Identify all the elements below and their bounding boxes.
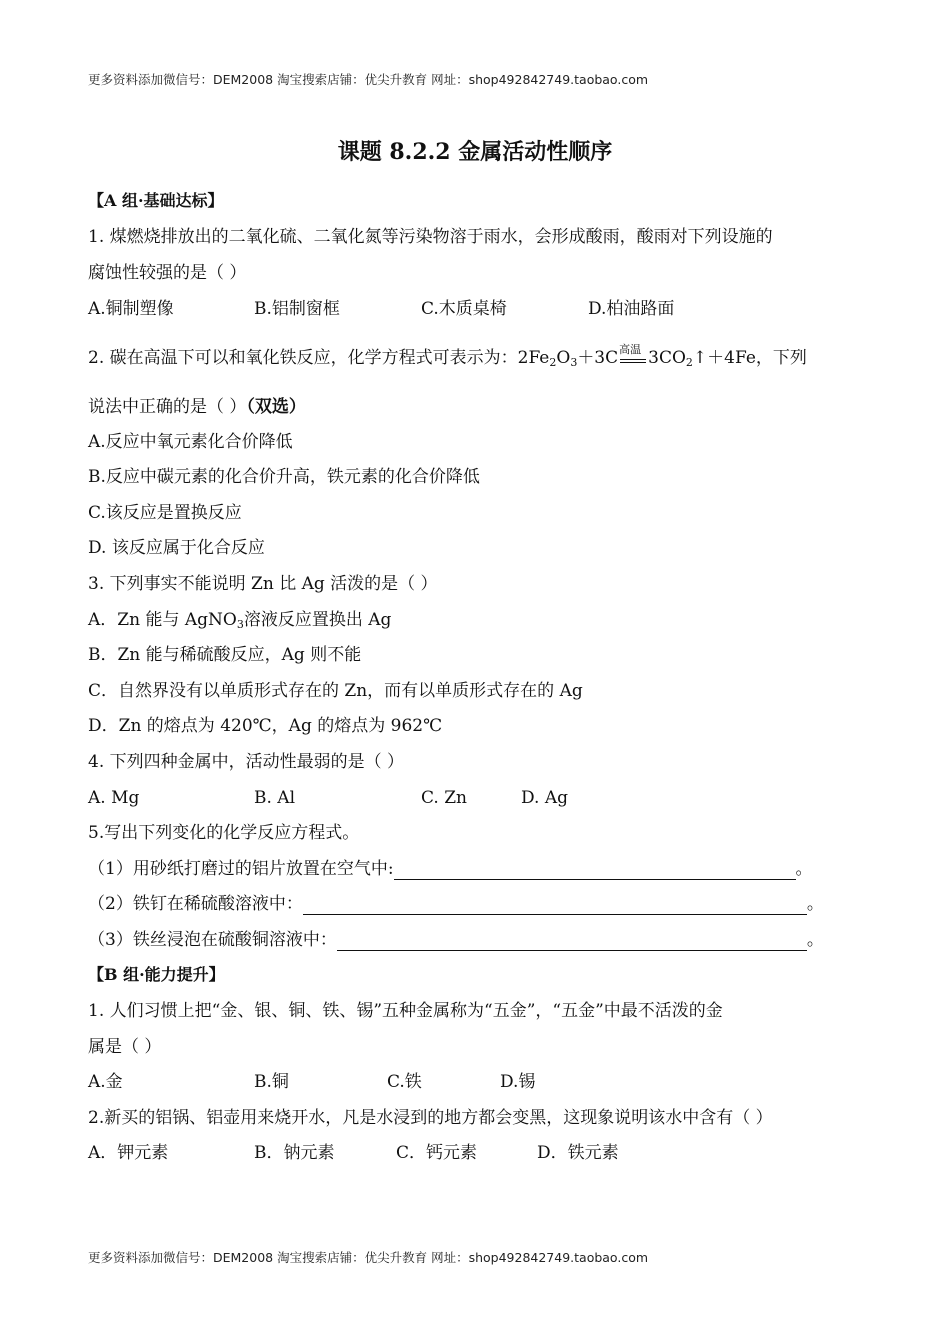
b-q1-stem-line1: 1. 人们习惯上把“金、银、铜、铁、锡”五种金属称为“五金”，“五金”中最不活泼的金 [88, 1001, 723, 1021]
q2-stem-line1 [88, 343, 807, 369]
eq-right-b: ↑＋4Fe，下列 [692, 348, 807, 368]
q4-option-c: C. Zn [421, 788, 467, 808]
q2-option-c: C.该反应是置换反应 [88, 503, 242, 523]
page-footer: 更多资料添加微信号：DEM2008 淘宝搜索店铺：优尖升教育 网址：shop492842749.taobao.com [88, 1250, 649, 1265]
eq-left-b: O [556, 348, 571, 368]
eq-sub-c: 2 [685, 356, 693, 369]
q2-stem-line2 [88, 396, 306, 418]
group-b-heading: 【B 组·能力提升】 [88, 965, 225, 984]
q5-item-1 [88, 858, 813, 880]
page-header: 更多资料添加微信号：DEM2008 淘宝搜索店铺：优尖升教育 网址：shop492842749.taobao.com [88, 72, 649, 87]
q1-option-b: B.铝制窗框 [254, 299, 340, 319]
q3-option-a-text: A．Zn 能与 AgNO [88, 610, 237, 630]
b-q2-stem: 2.新买的铝锅、铝壶用来烧开水，凡是水浸到的地方都会变黑，这现象说明该水中含有（ ） [88, 1108, 773, 1128]
q2-double-select: （双选） [246, 397, 306, 417]
q4-option-b: B. Al [254, 788, 296, 808]
reaction-condition: 高温 [619, 343, 642, 356]
b-q2-option-a: A．钾元素 [88, 1143, 169, 1163]
q2-stem-text: 说法中正确的是（ ） [88, 397, 247, 417]
answer-blank-3[interactable] [337, 932, 807, 951]
eq-sub-b: 3 [570, 356, 578, 369]
q5-item-1-label: （1）用砂纸打磨过的铝片放置在空气中: [88, 859, 394, 879]
q5-item-1-end: 。 [795, 859, 813, 879]
b-q1-option-a: A.金 [88, 1072, 123, 1092]
eq-left-a: 2Fe [517, 348, 550, 368]
q3-option-a [88, 609, 391, 631]
b-q2-option-d: D．铁元素 [537, 1143, 619, 1163]
eq-left-c: ＋3C [577, 348, 619, 368]
q2-option-d: D. 该反应属于化合反应 [88, 538, 265, 558]
b-q1-option-c: C.铁 [387, 1072, 422, 1092]
group-a-heading: 【A 组·基础达标】 [88, 191, 224, 210]
q4-option-d: D. Ag [521, 788, 568, 808]
q3-option-b: B．Zn 能与稀硫酸反应，Ag 则不能 [88, 645, 362, 665]
q5-item-3-end: 。 [806, 930, 824, 950]
page-title: 课题 8.2.2 金属活动性顺序 [337, 139, 613, 165]
q3-option-d: D．Zn 的熔点为 420℃，Ag 的熔点为 962℃ [88, 716, 443, 736]
q3-option-a-text2: 溶液反应置换出 Ag [243, 610, 392, 630]
q2-prefix: 2. 碳在高温下可以和氧化铁反应，化学方程式可表示为： [88, 348, 518, 368]
b-q2-option-c: C．钙元素 [396, 1143, 478, 1163]
eq-right-a: 3CO [648, 348, 686, 368]
answer-blank-2[interactable] [303, 896, 807, 915]
q5-item-2-label: （2）铁钉在稀硫酸溶液中： [88, 894, 303, 914]
q4-option-a: A. Mg [88, 788, 140, 808]
q3-option-a-sub: 3 [236, 618, 244, 631]
q5-stem: 5.写出下列变化的化学反应方程式。 [88, 823, 360, 843]
b-q1-option-d: D.锡 [500, 1072, 536, 1092]
q1-stem-line2: 腐蚀性较强的是（ ） [88, 263, 247, 283]
b-q1-option-b: B.铜 [254, 1072, 289, 1092]
q1-option-a: A.铜制塑像 [88, 299, 174, 319]
q1-option-c: C.木质桌椅 [421, 299, 507, 319]
q1-option-d: D.柏油路面 [588, 299, 675, 319]
eq-sub-a: 2 [549, 356, 557, 369]
q1-stem-line1: 1. 煤燃烧排放出的二氧化硫、二氧化氮等污染物溶于雨水，会形成酸雨，酸雨对下列设施的 [88, 227, 773, 247]
reaction-condition-equals [618, 343, 648, 369]
q5-item-3-label: （3）铁丝浸泡在硫酸铜溶液中： [88, 930, 337, 950]
q2-option-b: B.反应中碳元素的化合价升高，铁元素的化合价降低 [88, 467, 480, 487]
q2-option-a: A.反应中氧元素化合价降低 [88, 432, 293, 452]
b-q1-stem-line2: 属是（ ） [88, 1037, 162, 1057]
q5-item-2-end: 。 [806, 894, 824, 914]
q3-option-c: C．自然界没有以单质形式存在的 Zn，而有以单质形式存在的 Ag [88, 681, 583, 701]
q5-item-2 [88, 893, 824, 915]
q3-stem: 3. 下列事实不能说明 Zn 比 Ag 活泼的是（ ） [88, 574, 438, 594]
q5-item-3 [88, 929, 824, 951]
q4-stem: 4. 下列四种金属中，活动性最弱的是（ ） [88, 752, 405, 772]
answer-blank-1[interactable] [394, 861, 796, 880]
b-q2-option-b: B．钠元素 [254, 1143, 335, 1163]
